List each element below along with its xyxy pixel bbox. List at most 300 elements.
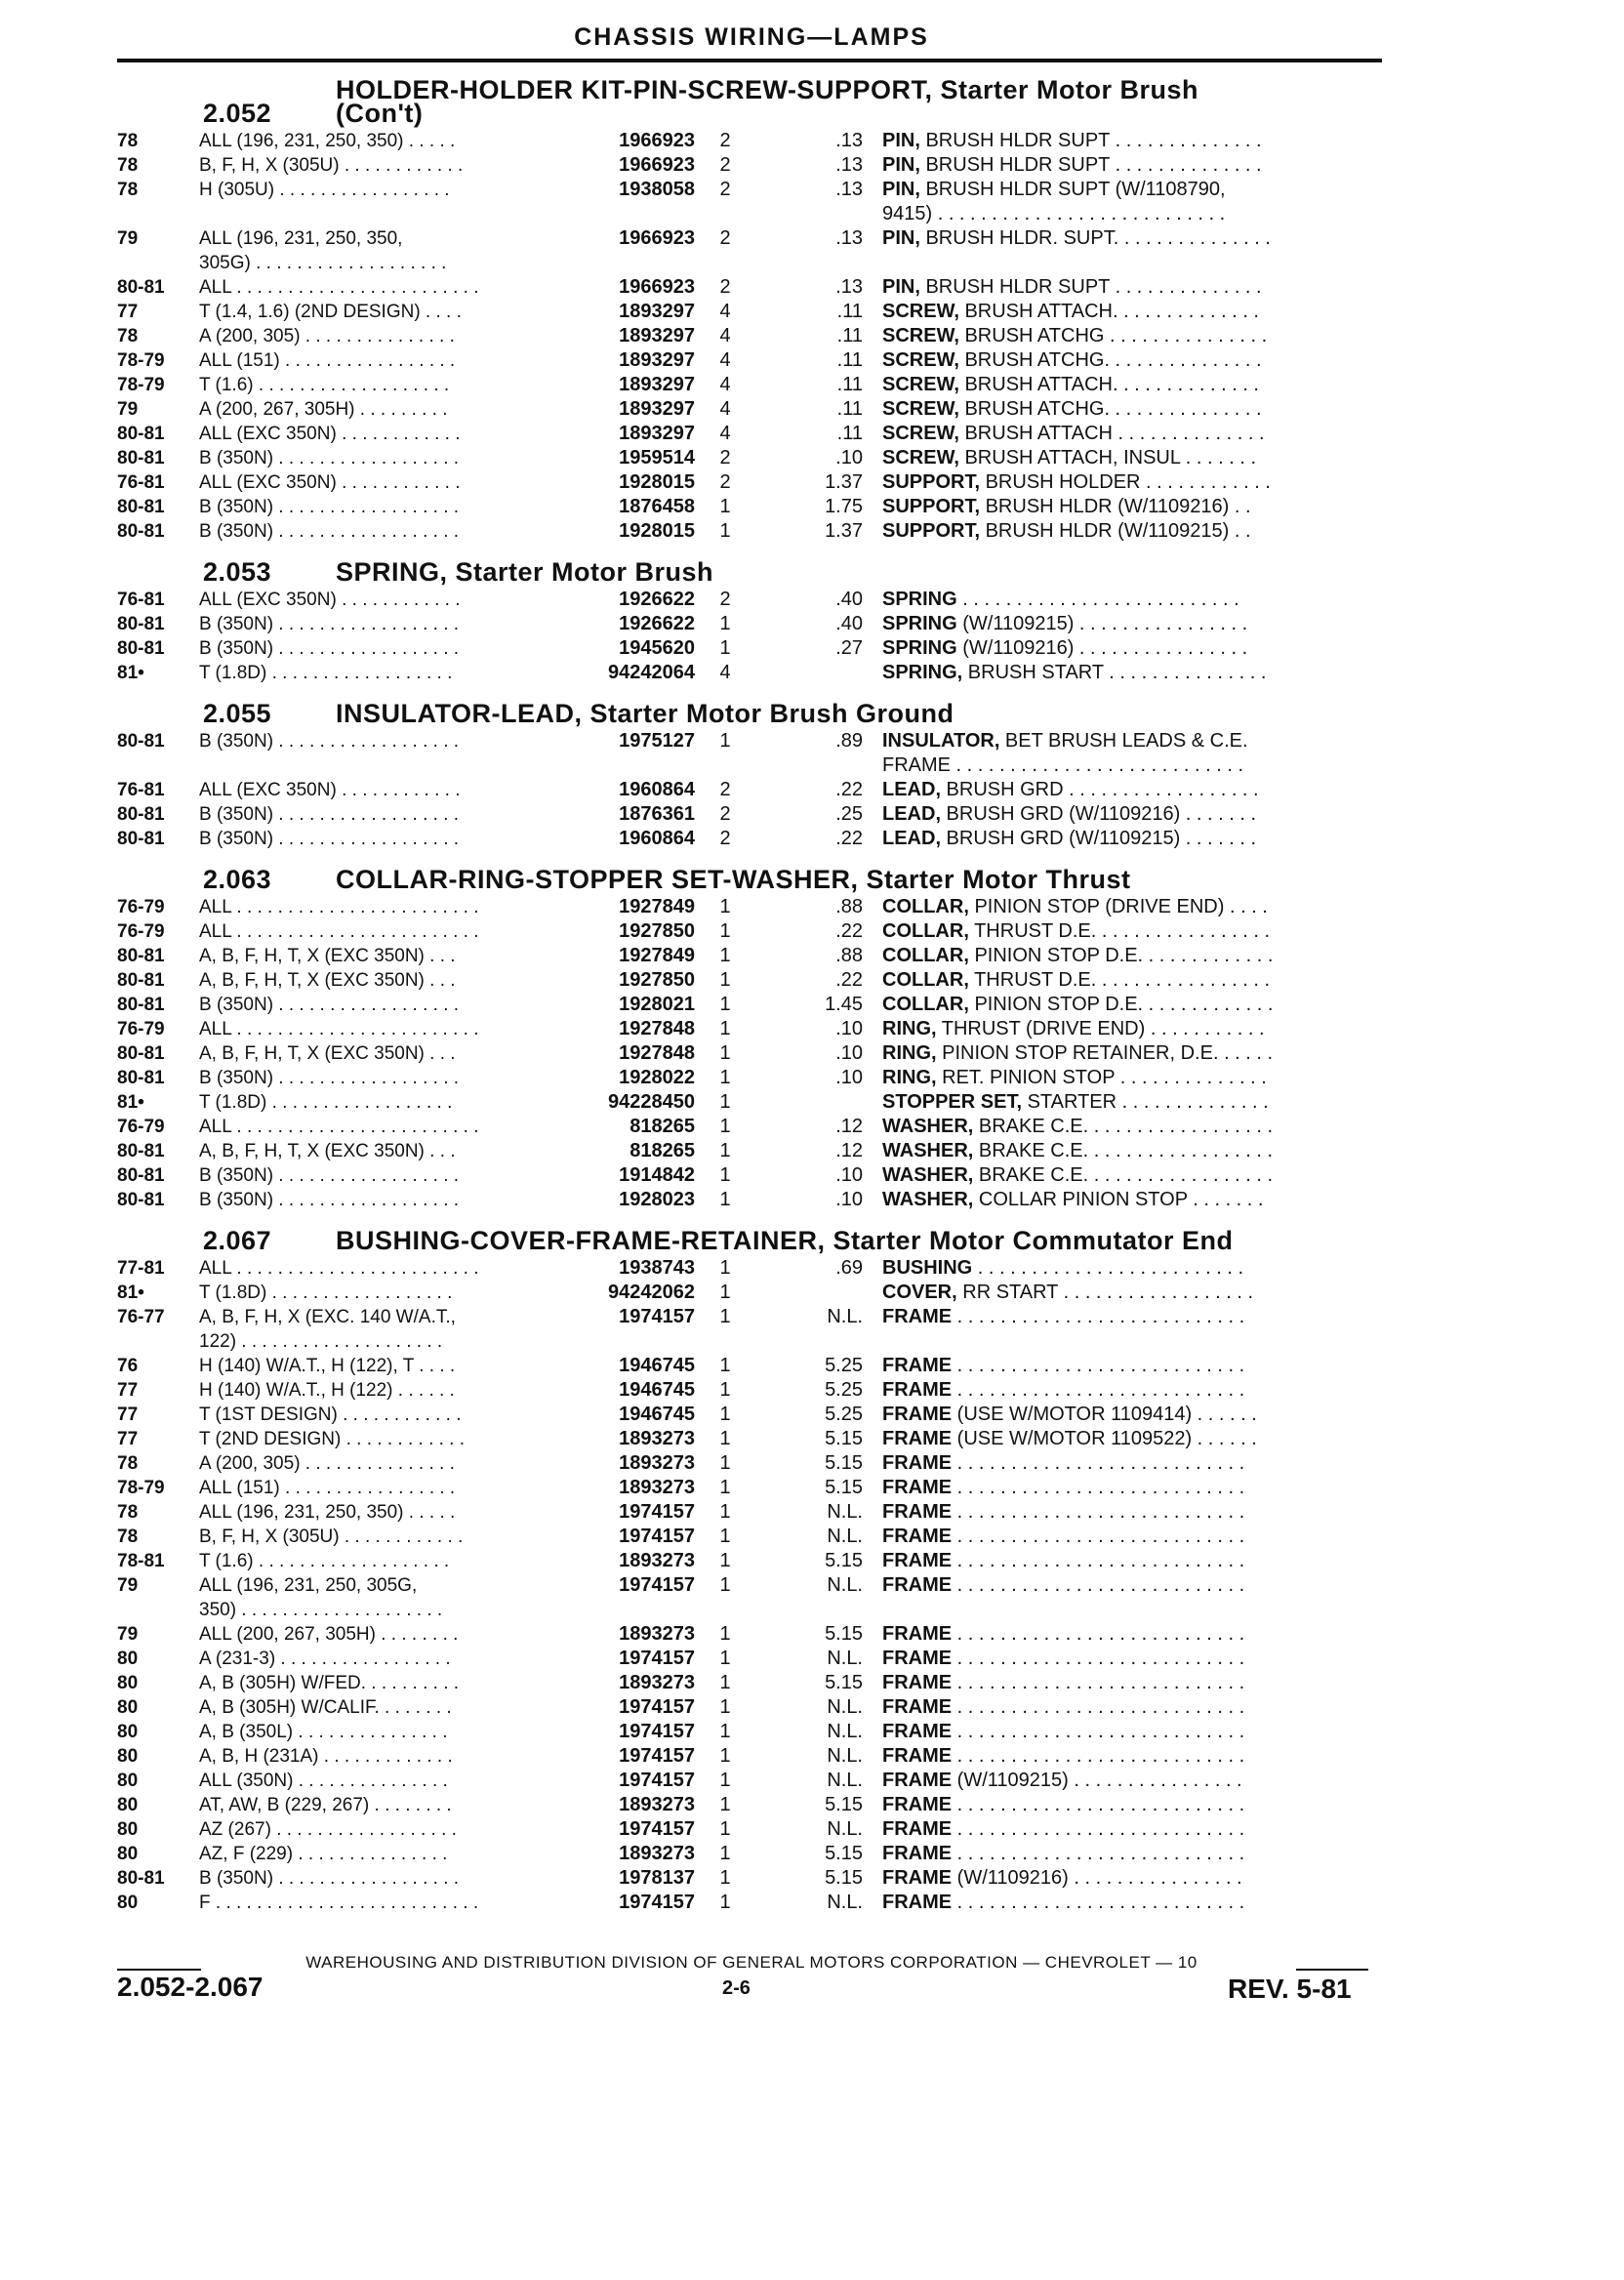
table-row [117,1163,1386,1188]
part-description: LEAD, BRUSH GRD (W/1109216) . . . . . . . [882,803,1257,825]
part-number: 1960864 [619,828,695,849]
price: .22 [835,779,863,800]
model-application: A, B, F, H, T, X (EXC 350N) . . . [199,970,456,991]
model-application: B (350N) . . . . . . . . . . . . . . . . . . [199,497,460,517]
section-header [117,72,1386,129]
model-year: 80 [117,1673,139,1693]
part-name-keyword: INSULATOR, [882,730,1000,752]
table-row [117,778,1386,802]
model-application: T (1.8D) . . . . . . . . . . . . . . . . . . [199,1282,453,1303]
model-year: 79 [117,399,139,420]
model-application: A, B (305H) W/CALIF. . . . . . . . [199,1697,452,1718]
price: N.L. [827,1770,863,1791]
price: 5.15 [825,1452,863,1474]
part-name-keyword: COLLAR, [882,994,969,1015]
part-number: 1926622 [619,613,695,634]
part-description: FRAME . . . . . . . . . . . . . . . . . . . . . . . . . . . [882,1745,1245,1767]
model-application: ALL . . . . . . . . . . . . . . . . . . . . . . . . [199,277,479,298]
part-name-keyword: LEAD, [882,779,941,800]
price: .88 [835,896,863,917]
quantity: 1 [719,520,731,542]
price: .27 [835,637,863,659]
part-number: 1974157 [619,1501,695,1523]
model-year: 78-79 [117,375,165,395]
part-name-keyword: FRAME [882,1550,953,1571]
quantity: 1 [719,1892,731,1913]
model-application: ALL (196, 231, 250, 350, 305G) . . . . . . . . . . . . . . . . . . . [199,228,447,273]
quantity: 1 [719,1091,731,1113]
model-year: 80-81 [117,970,165,991]
model-year: 78-79 [117,1478,165,1498]
model-application: T (1.6) . . . . . . . . . . . . . . . . . . . [199,375,450,395]
price: N.L. [827,1721,863,1742]
price: .40 [835,613,863,634]
model-year: 80-81 [117,424,165,444]
quantity: 1 [719,1623,731,1645]
model-application: T (2ND DESIGN) . . . . . . . . . . . . [199,1429,466,1449]
part-description: INSULATOR, BET BRUSH LEADS & C.E. FRAME . . . . . . . . . . . . . . . . . . . . . . . . . . . [882,730,1248,776]
model-year: 76-81 [117,590,165,610]
part-description: LEAD, BRUSH GRD (W/1109215) . . . . . . . [882,828,1257,849]
table-row [117,1451,1386,1476]
part-description: FRAME . . . . . . . . . . . . . . . . . . . . . . . . . . . [882,1477,1245,1498]
model-year: 80-81 [117,638,165,659]
price: N.L. [827,1501,863,1523]
price: 5.15 [825,1550,863,1571]
part-number: 1893273 [619,1428,695,1449]
price: .13 [835,179,863,200]
model-year: 80 [117,1819,139,1840]
quantity: 1 [719,1721,731,1742]
model-year: 80 [117,1771,139,1791]
part-description: PIN, BRUSH HLDR SUPT . . . . . . . . . . . . . . [882,154,1262,176]
table-row [117,1720,1386,1744]
part-name-keyword: COLLAR, [882,896,969,917]
price: .25 [835,803,863,825]
part-description: FRAME . . . . . . . . . . . . . . . . . . . . . . . . . . . [882,1452,1245,1474]
part-number: 94242064 [608,662,695,683]
table-row [117,1573,1386,1622]
part-name-keyword: FRAME [882,1355,953,1376]
part-description: FRAME . . . . . . . . . . . . . . . . . . . . . . . . . . . [882,1818,1245,1840]
model-year: 78-79 [117,350,165,371]
price: 5.25 [825,1404,863,1425]
part-name-keyword: FRAME [882,1404,953,1425]
model-application: ALL (196, 231, 250, 350) . . . . . [199,1502,456,1523]
part-description: COLLAR, THRUST D.E. . . . . . . . . . . . . . . . . [882,969,1271,991]
quantity: 1 [719,1867,731,1889]
part-name-keyword: SUPPORT, [882,496,981,517]
table-row [117,1695,1386,1720]
quantity: 1 [719,1818,731,1840]
part-description: SCREW, BRUSH ATTACH . . . . . . . . . . . . . . [882,423,1265,444]
part-description: RING, THRUST (DRIVE END) . . . . . . . . . . . [882,1018,1265,1039]
part-description: FRAME . . . . . . . . . . . . . . . . . . . . . . . . . . . [882,1623,1245,1645]
part-name-keyword: FRAME [882,1745,953,1767]
part-number: 1974157 [619,1770,695,1791]
table-row [117,178,1386,226]
model-year: 76-79 [117,1117,165,1137]
quantity: 1 [719,896,731,917]
model-application: H (140) W/A.T., H (122) . . . . . . [199,1380,455,1401]
part-description: STOPPER SET, STARTER . . . . . . . . . . . . . . [882,1091,1269,1113]
table-row [117,1256,1386,1281]
model-year: 80 [117,1697,139,1718]
part-number: 1974157 [619,1696,695,1718]
price: .10 [835,1189,863,1210]
part-description: PIN, BRUSH HLDR SUPT . . . . . . . . . . . . . . [882,130,1262,151]
price: .10 [835,1067,863,1088]
model-year: 80-81 [117,731,165,752]
price: 1.75 [825,496,863,517]
price: 5.15 [825,1843,863,1864]
part-number: 1978137 [619,1867,695,1889]
table-row [117,1866,1386,1891]
part-name-keyword: FRAME [882,1648,953,1669]
model-application: T (1.6) . . . . . . . . . . . . . . . . . . . [199,1551,450,1571]
part-name-keyword: SPRING [882,637,957,659]
part-name-keyword: RING, [882,1067,937,1088]
part-number: 1966923 [619,130,695,151]
model-application: B (350N) . . . . . . . . . . . . . . . . . . [199,1190,460,1210]
model-year: 80-81 [117,946,165,966]
part-name-keyword: FRAME [882,1623,953,1645]
part-number: 1966923 [619,154,695,176]
quantity: 1 [719,1018,731,1039]
part-description: FRAME . . . . . . . . . . . . . . . . . . . . . . . . . . . [882,1355,1245,1376]
model-application: ALL (EXC 350N) . . . . . . . . . . . . [199,472,461,493]
table-row [117,1817,1386,1842]
price: .22 [835,828,863,849]
table-row [117,1793,1386,1817]
table-row [117,519,1386,544]
model-year: 77 [117,1405,139,1425]
part-description: SCREW, BRUSH ATTACH. . . . . . . . . . . . . . [882,301,1259,322]
part-description: RING, RET. PINION STOP . . . . . . . . . . . . . . [882,1067,1267,1088]
table-row [117,1188,1386,1212]
part-description: SPRING . . . . . . . . . . . . . . . . . . . . . . . . . . [882,589,1239,610]
model-application: B (350N) . . . . . . . . . . . . . . . . . . [199,1868,460,1889]
price: .88 [835,945,863,966]
price: .13 [835,154,863,176]
model-year: 76-77 [117,1307,165,1327]
price: N.L. [827,1574,863,1596]
quantity: 1 [719,730,731,752]
price: 1.45 [825,994,863,1015]
part-number: 94228450 [608,1091,695,1113]
quantity: 1 [719,1501,731,1523]
part-description: PIN, BRUSH HLDR. SUPT. . . . . . . . . . . . . . . [882,227,1271,249]
part-description: SPRING, BRUSH START . . . . . . . . . . . . . . . [882,662,1267,683]
table-row [117,636,1386,661]
model-application: A, B, F, H, T, X (EXC 350N) . . . [199,1141,456,1161]
model-year: 80-81 [117,1068,165,1088]
part-number: 1928023 [619,1189,695,1210]
part-description: BUSHING . . . . . . . . . . . . . . . . . . . . . . . . . [882,1257,1244,1279]
part-number: 1928021 [619,994,695,1015]
quantity: 1 [719,969,731,991]
price: N.L. [827,1818,863,1840]
price: .10 [835,1018,863,1039]
footer-page-number: 2-6 [722,1977,751,1999]
part-number: 1966923 [619,276,695,298]
part-name-keyword: WASHER, [882,1116,974,1137]
part-description: FRAME . . . . . . . . . . . . . . . . . . . . . . . . . . . [882,1843,1245,1864]
quantity: 1 [719,1140,731,1161]
quantity: 2 [719,589,731,610]
part-description: FRAME . . . . . . . . . . . . . . . . . . . . . . . . . . . [882,1648,1245,1669]
part-number: 94242062 [608,1282,695,1303]
part-description: COLLAR, THRUST D.E. . . . . . . . . . . . . . . . . [882,920,1271,942]
part-name-keyword: PIN, [882,130,920,151]
part-number: 1927849 [619,896,695,917]
model-application: T (1.8D) . . . . . . . . . . . . . . . . . . [199,1092,453,1113]
quantity: 2 [719,828,731,849]
part-number: 1893273 [619,1623,695,1645]
table-row [117,919,1386,944]
part-description: COLLAR, PINION STOP D.E. . . . . . . . . . . . . [882,994,1274,1015]
model-year: 80 [117,1746,139,1767]
part-number: 1893297 [619,374,695,395]
model-application: T (1.4, 1.6) (2ND DESIGN) . . . . [199,302,462,322]
section-number: 2.067 [203,1226,272,1255]
price: .89 [835,730,863,752]
part-name-keyword: COLLAR, [882,945,969,966]
model-application: ALL . . . . . . . . . . . . . . . . . . . . . . . . [199,921,479,942]
table-row [117,470,1386,495]
table-row [117,397,1386,422]
model-year: 80 [117,1722,139,1742]
section-title: BUSHING-COVER-FRAME-RETAINER, Starter Motor Commutator End [336,1226,1234,1255]
quantity: 4 [719,423,731,444]
section-header [117,544,1386,588]
part-name-keyword: FRAME [882,1843,953,1864]
part-number: 1893297 [619,301,695,322]
quantity: 1 [719,1404,731,1425]
page-header-title: CHASSIS WIRING—LAMPS [574,23,929,51]
part-description: FRAME . . . . . . . . . . . . . . . . . . . . . . . . . . . [882,1550,1245,1571]
part-number: 1928015 [619,520,695,542]
model-application: B (350N) . . . . . . . . . . . . . . . . . . [199,731,460,752]
model-application: ALL (196, 231, 250, 350) . . . . . [199,131,456,151]
section-title: INSULATOR-LEAD, Starter Motor Brush Ground [336,699,954,728]
part-number: 1893297 [619,325,695,346]
model-application: T (1.8D) . . . . . . . . . . . . . . . . . . [199,663,453,683]
quantity: 1 [719,637,731,659]
model-application: ALL (196, 231, 250, 305G, 350) . . . . . . . . . . . . . . . . . . . . [199,1575,443,1620]
part-number: 1974157 [619,1892,695,1913]
model-application: A (200, 305) . . . . . . . . . . . . . . . [199,326,455,346]
table-row [117,1622,1386,1647]
part-description: SPRING (W/1109216) . . . . . . . . . . . . . . . . [882,637,1248,659]
part-name-keyword: FRAME [882,1721,953,1742]
price: N.L. [827,1892,863,1913]
table-row [117,1769,1386,1793]
model-year: 80-81 [117,995,165,1015]
part-description: FRAME . . . . . . . . . . . . . . . . . . . . . . . . . . . [882,1672,1245,1693]
model-application: ALL (EXC 350N) . . . . . . . . . . . . [199,424,461,444]
part-description: SUPPORT, BRUSH HLDR (W/1109215) . . [882,520,1251,542]
price: 5.15 [825,1794,863,1815]
part-name-keyword: SPRING [882,613,957,634]
part-description: WASHER, COLLAR PINION STOP . . . . . . . [882,1189,1264,1210]
part-name-keyword: FRAME [882,1818,953,1840]
part-name-keyword: SUPPORT, [882,520,981,542]
model-application: H (140) W/A.T., H (122), T . . . . [199,1356,456,1376]
model-application: B (350N) . . . . . . . . . . . . . . . . . . [199,638,460,659]
quantity: 1 [719,945,731,966]
model-application: B (350N) . . . . . . . . . . . . . . . . . . [199,521,460,542]
quantity: 1 [719,1794,731,1815]
part-number: 1928015 [619,471,695,493]
quantity: 4 [719,662,731,683]
section-header [117,851,1386,895]
part-name-keyword: SCREW, [882,325,959,346]
section-number: 2.055 [203,699,272,728]
part-number: 1927850 [619,969,695,991]
table-row [117,422,1386,446]
table-row [117,1549,1386,1573]
part-number: 1938058 [619,179,695,200]
quantity: 4 [719,349,731,371]
parts-catalog [117,72,1386,1915]
price: .22 [835,969,863,991]
model-application: H (305U) . . . . . . . . . . . . . . . . . [199,180,450,200]
part-name-keyword: SCREW, [882,374,959,395]
table-row [117,1139,1386,1163]
quantity: 1 [719,1428,731,1449]
table-row [117,1476,1386,1500]
model-year: 77 [117,1429,139,1449]
part-number: 1893297 [619,398,695,420]
model-application: ALL (200, 267, 305H) . . . . . . . . [199,1624,459,1645]
table-row [117,1500,1386,1525]
table-row [117,300,1386,324]
part-name-keyword: FRAME [882,1867,953,1889]
part-number: 1946745 [619,1379,695,1401]
model-year: 78 [117,155,139,176]
quantity: 2 [719,227,731,249]
part-number: 1974157 [619,1648,695,1669]
model-application: T (1ST DESIGN) . . . . . . . . . . . . [199,1405,462,1425]
part-name-keyword: BUSHING [882,1257,973,1279]
quantity: 1 [719,1164,731,1186]
model-year: 76-79 [117,921,165,942]
model-year: 80-81 [117,497,165,517]
part-number: 1876458 [619,496,695,517]
model-application: B, F, H, X (305U) . . . . . . . . . . . . [199,155,464,176]
part-name-keyword: PIN, [882,179,920,200]
part-number: 1938743 [619,1257,695,1279]
model-application: AZ, F (229) . . . . . . . . . . . . . . . [199,1844,448,1864]
part-description: PIN, BRUSH HLDR SUPT (W/1108790, 9415) . . . . . . . . . . . . . . . . . . . . . . . . . . . [882,179,1226,224]
part-name-keyword: FRAME [882,1306,953,1327]
price: .11 [836,349,863,371]
quantity: 1 [719,994,731,1015]
table-row [117,1891,1386,1915]
model-application: F . . . . . . . . . . . . . . . . . . . . . . . . . . [199,1893,479,1913]
table-row [117,1403,1386,1427]
part-number: 1946745 [619,1355,695,1376]
quantity: 1 [719,1696,731,1718]
quantity: 1 [719,1648,731,1669]
table-row [117,1354,1386,1378]
footer-section-range: 2.052-2.067 [117,1972,264,2002]
table-row [117,944,1386,968]
model-year: 80-81 [117,521,165,542]
part-name-keyword: WASHER, [882,1164,974,1186]
table-row [117,895,1386,919]
part-number: 818265 [629,1140,695,1161]
quantity: 4 [719,374,731,395]
quantity: 1 [719,1257,731,1279]
price: .13 [835,276,863,298]
part-description: PIN, BRUSH HLDR SUPT . . . . . . . . . . . . . . [882,276,1262,298]
model-year: 76 [117,1356,139,1376]
quantity: 1 [719,1550,731,1571]
table-row [117,1017,1386,1041]
part-name-keyword: LEAD, [882,803,941,825]
model-year: 80-81 [117,277,165,298]
part-name-keyword: FRAME [882,1672,953,1693]
part-number: 1960864 [619,779,695,800]
part-description: SUPPORT, BRUSH HOLDER . . . . . . . . . . . . [882,471,1271,493]
part-description: LEAD, BRUSH GRD . . . . . . . . . . . . . . . . . . [882,779,1259,800]
table-row [117,1378,1386,1403]
price: N.L. [827,1648,863,1669]
part-description: FRAME . . . . . . . . . . . . . . . . . . . . . . . . . . . [882,1721,1245,1742]
price: .10 [835,1042,863,1064]
part-name-keyword: RING, [882,1018,937,1039]
price: .11 [836,301,863,322]
model-year: 78 [117,1453,139,1474]
part-description: SUPPORT, BRUSH HLDR (W/1109216) . . [882,496,1251,517]
part-description: SCREW, BRUSH ATCHG. . . . . . . . . . . . . . . [882,349,1262,371]
quantity: 1 [719,1282,731,1303]
part-number: 1975127 [619,730,695,752]
model-application: ALL . . . . . . . . . . . . . . . . . . . . . . . . [199,1019,479,1039]
price: 5.15 [825,1428,863,1449]
model-application: ALL (350N) . . . . . . . . . . . . . . . [199,1771,448,1791]
table-row [117,1671,1386,1695]
quantity: 1 [719,1067,731,1088]
table-row [117,661,1386,685]
table-row [117,1090,1386,1115]
part-number: 818265 [629,1116,695,1137]
part-name-keyword: WASHER, [882,1189,974,1210]
part-description: SCREW, BRUSH ATTACH, INSUL . . . . . . . [882,447,1257,468]
part-number: 1974157 [619,1526,695,1547]
price: .40 [835,589,863,610]
part-name-keyword: FRAME [882,1526,953,1547]
part-number: 1876361 [619,803,695,825]
part-name-keyword: COLLAR, [882,920,969,942]
table-row [117,1744,1386,1769]
part-description: RING, PINION STOP RETAINER, D.E. . . . . . [882,1042,1274,1064]
model-year: 78 [117,326,139,346]
part-name-keyword: SCREW, [882,398,959,420]
part-name-keyword: FRAME [882,1501,953,1523]
model-year: 80 [117,1893,139,1913]
section-header [117,685,1386,729]
part-description: FRAME . . . . . . . . . . . . . . . . . . . . . . . . . . . [882,1892,1245,1913]
quantity: 2 [719,803,731,825]
quantity: 1 [719,613,731,634]
price: 1.37 [825,520,863,542]
model-application: B (350N) . . . . . . . . . . . . . . . . . . [199,829,460,849]
model-year: 81• [117,1282,144,1303]
model-year: 79 [117,1624,139,1645]
